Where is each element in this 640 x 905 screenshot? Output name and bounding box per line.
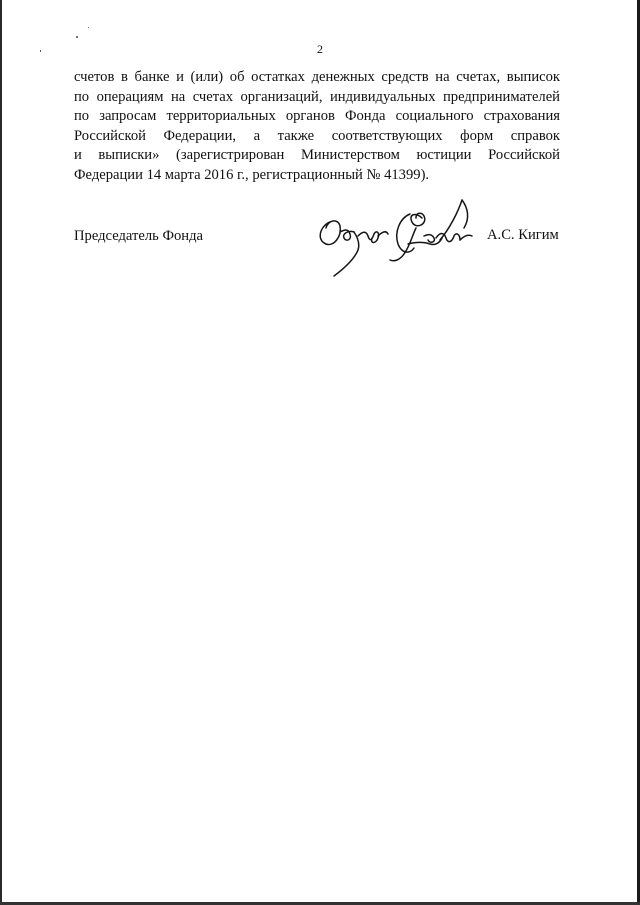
scan-edge-left — [0, 0, 2, 905]
body-line: счетов в банке и (или) об остатках денежных средств на счетах, выписок — [74, 69, 560, 85]
body-line: по операциям на счетах организаций, индивидуальных предпринимателей — [74, 88, 560, 105]
scan-speck — [88, 27, 89, 28]
body-paragraph — [74, 68, 560, 186]
body-line: Российской Федерации, а также соответствующих форм справок — [74, 127, 560, 144]
body-line: Федерации 14 марта 2016 г., регистрационный № 41399). — [74, 166, 430, 183]
page-number: 2 — [317, 42, 323, 56]
scan-speck — [76, 36, 78, 38]
handwritten-signature — [312, 192, 492, 284]
body-line: по запросам территориальных органов Фонда социального страхования — [74, 108, 560, 125]
body-line: и выписки» (зарегистрирован Министерством юстиции Российской — [74, 147, 560, 164]
signatory-title: Председатель Фонда — [74, 228, 203, 244]
signatory-name: А.С. Кигим — [487, 227, 559, 243]
